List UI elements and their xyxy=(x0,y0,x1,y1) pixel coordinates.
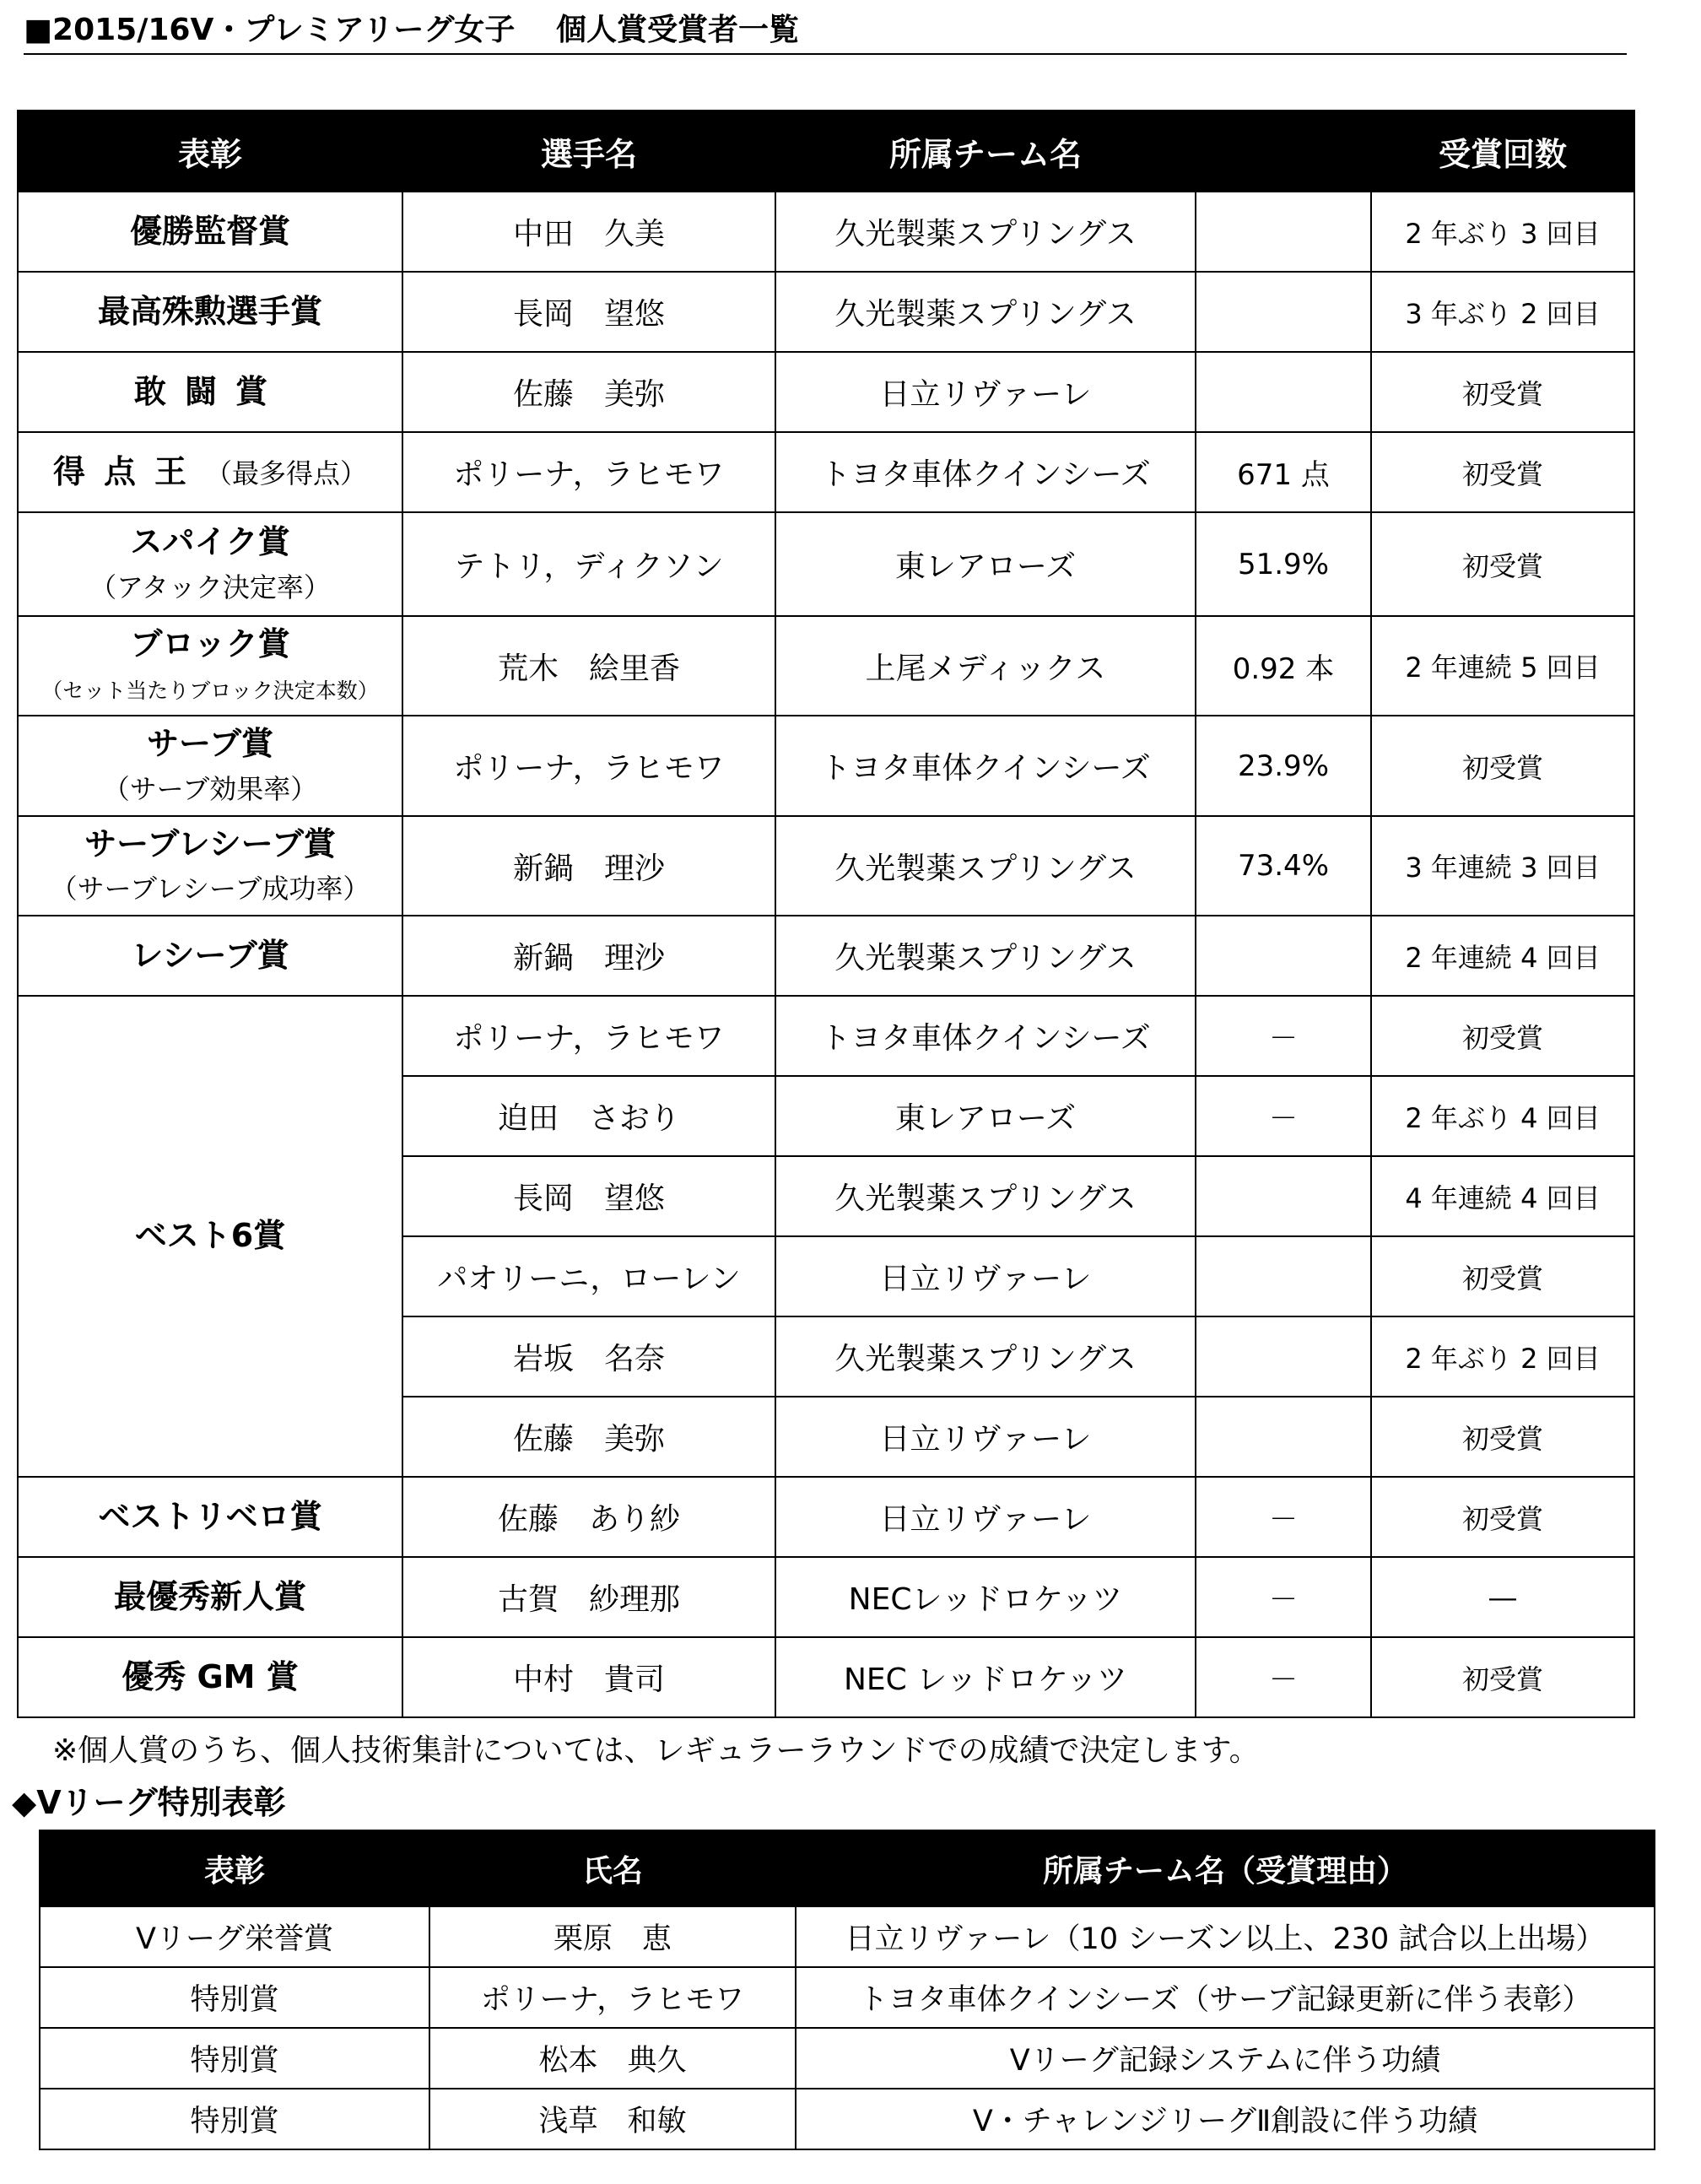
name-cell: 松本 典久 xyxy=(429,2028,796,2089)
award-cell: 特別賞 xyxy=(40,2089,429,2149)
player-cell: 中村 貴司 xyxy=(402,1637,775,1717)
team-cell: 東レアローズ xyxy=(775,512,1196,616)
award-cell xyxy=(18,716,402,816)
award-cell xyxy=(18,432,402,512)
count-cell: ― xyxy=(1371,1557,1634,1637)
award-sublabel: （サーブ効果率） xyxy=(102,772,318,805)
count-cell: 4 年連続 4 回目 xyxy=(1371,1156,1634,1236)
team-cell: 日立リヴァーレ xyxy=(775,352,1196,432)
team-cell: NEC レッドロケッツ xyxy=(775,1637,1196,1717)
table-row xyxy=(40,1967,1655,2028)
page-title: ■2015/16V・プレミアリーグ女子 個人賞受賞者一覧 xyxy=(24,13,799,47)
value-cell: 23.9% xyxy=(1196,716,1371,816)
player-cell: パオリーニ，ローレン xyxy=(402,1236,775,1316)
player-cell: 長岡 望悠 xyxy=(402,1156,775,1236)
count-cell: 2 年ぶり 2 回目 xyxy=(1371,1316,1634,1397)
table-row xyxy=(18,816,1634,916)
value-cell: 73.4% xyxy=(1196,816,1371,916)
count-cell: 初受賞 xyxy=(1371,512,1634,616)
team-cell: トヨタ車体クインシーズ xyxy=(775,432,1196,512)
name-cell: 栗原 恵 xyxy=(429,1906,796,1967)
special-awards-table xyxy=(39,1830,1655,2150)
award-cell: 最高殊勲選手賞 xyxy=(18,272,402,352)
player-cell: 中田 久美 xyxy=(402,192,775,272)
count-cell: 初受賞 xyxy=(1371,1397,1634,1477)
table-row xyxy=(18,432,1634,512)
individual-awards-table xyxy=(17,110,1635,1718)
header-player: 選手名 xyxy=(402,111,775,192)
header-name: 氏名 xyxy=(429,1830,796,1906)
award-cell xyxy=(18,352,402,432)
value-cell xyxy=(1196,1316,1371,1397)
player-cell: 佐藤 あり紗 xyxy=(402,1477,775,1557)
table-row xyxy=(18,1557,1634,1637)
name-cell: 浅草 和敏 xyxy=(429,2089,796,2149)
header-value xyxy=(1196,111,1371,192)
table-row xyxy=(40,2028,1655,2089)
award-cell: 最優秀新人賞 xyxy=(18,1557,402,1637)
team-cell: NECレッドロケッツ xyxy=(775,1557,1196,1637)
award-cell xyxy=(18,512,402,616)
award-sublabel: （アタック決定率） xyxy=(89,570,331,603)
header-team: 所属チーム名 xyxy=(775,111,1196,192)
award-label: サーブ賞 xyxy=(146,725,274,763)
value-cell: － xyxy=(1196,1637,1371,1717)
count-cell: 3 年連続 3 回目 xyxy=(1371,816,1634,916)
team-cell: 東レアローズ xyxy=(775,1076,1196,1156)
best6-award-cell: ベスト6賞 xyxy=(18,996,402,1477)
team-cell: 日立リヴァーレ xyxy=(775,1397,1196,1477)
reason-cell: 日立リヴァーレ（10 シーズン以上、230 試合以上出場） xyxy=(796,1906,1655,1967)
table-row xyxy=(18,616,1634,716)
footnote: ※個人賞のうち、個人技術集計については、レギュラーラウンドでの成績で決定します。 xyxy=(52,1733,1260,1768)
table-row xyxy=(18,716,1634,816)
table-row xyxy=(18,1477,1634,1557)
award-cell: 優秀 GM 賞 xyxy=(18,1637,402,1717)
team-cell: 日立リヴァーレ xyxy=(775,1477,1196,1557)
team-cell: 久光製薬スプリングス xyxy=(775,1316,1196,1397)
count-cell: 初受賞 xyxy=(1371,716,1634,816)
value-cell xyxy=(1196,352,1371,432)
header-award: 表彰 xyxy=(40,1830,429,1906)
count-cell: 2 年ぶり 4 回目 xyxy=(1371,1076,1634,1156)
count-cell: 初受賞 xyxy=(1371,1637,1634,1717)
player-cell: 新鍋 理沙 xyxy=(402,816,775,916)
award-label: ブロック賞 xyxy=(130,624,290,662)
value-cell xyxy=(1196,1397,1371,1477)
award-label: 敢闘賞 xyxy=(133,372,286,410)
award-label: 得点王 xyxy=(52,452,205,490)
header-reason: 所属チーム名（受賞理由） xyxy=(796,1830,1655,1906)
player-cell: 古賀 紗理那 xyxy=(402,1557,775,1637)
award-cell: レシーブ賞 xyxy=(18,916,402,996)
player-cell: 迫田 さおり xyxy=(402,1076,775,1156)
player-cell: 岩坂 名奈 xyxy=(402,1316,775,1397)
player-cell: テトリ，ディクソン xyxy=(402,512,775,616)
count-cell: 2 年ぶり 3 回目 xyxy=(1371,192,1634,272)
value-cell: － xyxy=(1196,1557,1371,1637)
team-cell: トヨタ車体クインシーズ xyxy=(775,716,1196,816)
table-row xyxy=(18,352,1634,432)
award-label: サーブレシーブ賞 xyxy=(84,824,336,862)
count-cell: 2 年連続 5 回目 xyxy=(1371,616,1634,716)
table-row xyxy=(40,1906,1655,1967)
table-row xyxy=(18,512,1634,616)
count-cell: 初受賞 xyxy=(1371,1477,1634,1557)
name-cell: ポリーナ，ラヒモワ xyxy=(429,1967,796,2028)
award-sublabel: （セット当たりブロック決定本数） xyxy=(41,678,379,703)
team-cell: 久光製薬スプリングス xyxy=(775,1156,1196,1236)
count-cell: 3 年ぶり 2 回目 xyxy=(1371,272,1634,352)
team-cell: 上尾メディックス xyxy=(775,616,1196,716)
award-cell: 特別賞 xyxy=(40,1967,429,2028)
table-row xyxy=(18,272,1634,352)
award-sublabel: （サーブレシーブ成功率） xyxy=(50,873,370,905)
table-row xyxy=(40,2089,1655,2149)
value-cell xyxy=(1196,192,1371,272)
table-row xyxy=(18,996,1634,1076)
value-cell: 671 点 xyxy=(1196,432,1371,512)
table-row xyxy=(18,192,1634,272)
team-cell: 久光製薬スプリングス xyxy=(775,916,1196,996)
title-underline xyxy=(24,53,1627,55)
value-cell: － xyxy=(1196,996,1371,1076)
award-sublabel: （最多得点） xyxy=(205,457,368,489)
award-cell: 優勝監督賞 xyxy=(18,192,402,272)
header-count: 受賞回数 xyxy=(1371,111,1634,192)
player-cell: 佐藤 美弥 xyxy=(402,1397,775,1477)
award-cell: ベストリベロ賞 xyxy=(18,1477,402,1557)
award-label: スパイク賞 xyxy=(130,523,290,561)
special-awards-title: ◆Vリーグ特別表彰 xyxy=(12,1784,286,1821)
value-cell: 51.9% xyxy=(1196,512,1371,616)
table-row xyxy=(18,916,1634,996)
team-cell: 日立リヴァーレ xyxy=(775,1236,1196,1316)
count-cell: 2 年連続 4 回目 xyxy=(1371,916,1634,996)
count-cell: 初受賞 xyxy=(1371,352,1634,432)
value-cell xyxy=(1196,1156,1371,1236)
value-cell: － xyxy=(1196,1477,1371,1557)
award-cell xyxy=(18,816,402,916)
count-cell: 初受賞 xyxy=(1371,432,1634,512)
reason-cell: V・チャレンジリーグⅡ創設に伴う功績 xyxy=(796,2089,1655,2149)
value-cell: － xyxy=(1196,1076,1371,1156)
team-cell: 久光製薬スプリングス xyxy=(775,816,1196,916)
player-cell: 荒木 絵里香 xyxy=(402,616,775,716)
reason-cell: トヨタ車体クインシーズ（サーブ記録更新に伴う表彰） xyxy=(796,1967,1655,2028)
player-cell: 新鍋 理沙 xyxy=(402,916,775,996)
player-cell: ポリーナ，ラヒモワ xyxy=(402,716,775,816)
header-row xyxy=(40,1830,1655,1906)
value-cell xyxy=(1196,916,1371,996)
header-row xyxy=(18,111,1634,192)
player-cell: ポリーナ，ラヒモワ xyxy=(402,432,775,512)
header-award: 表彰 xyxy=(18,111,402,192)
player-cell: 佐藤 美弥 xyxy=(402,352,775,432)
award-cell xyxy=(18,616,402,716)
value-cell: 0.92 本 xyxy=(1196,616,1371,716)
team-cell: 久光製薬スプリングス xyxy=(775,272,1196,352)
reason-cell: Vリーグ記録システムに伴う功績 xyxy=(796,2028,1655,2089)
award-cell: Vリーグ栄誉賞 xyxy=(40,1906,429,1967)
count-cell: 初受賞 xyxy=(1371,1236,1634,1316)
team-cell: 久光製薬スプリングス xyxy=(775,192,1196,272)
player-cell: ポリーナ，ラヒモワ xyxy=(402,996,775,1076)
team-cell: トヨタ車体クインシーズ xyxy=(775,996,1196,1076)
count-cell: 初受賞 xyxy=(1371,996,1634,1076)
value-cell xyxy=(1196,1236,1371,1316)
value-cell xyxy=(1196,272,1371,352)
table-row xyxy=(18,1637,1634,1717)
player-cell: 長岡 望悠 xyxy=(402,272,775,352)
award-cell: 特別賞 xyxy=(40,2028,429,2089)
